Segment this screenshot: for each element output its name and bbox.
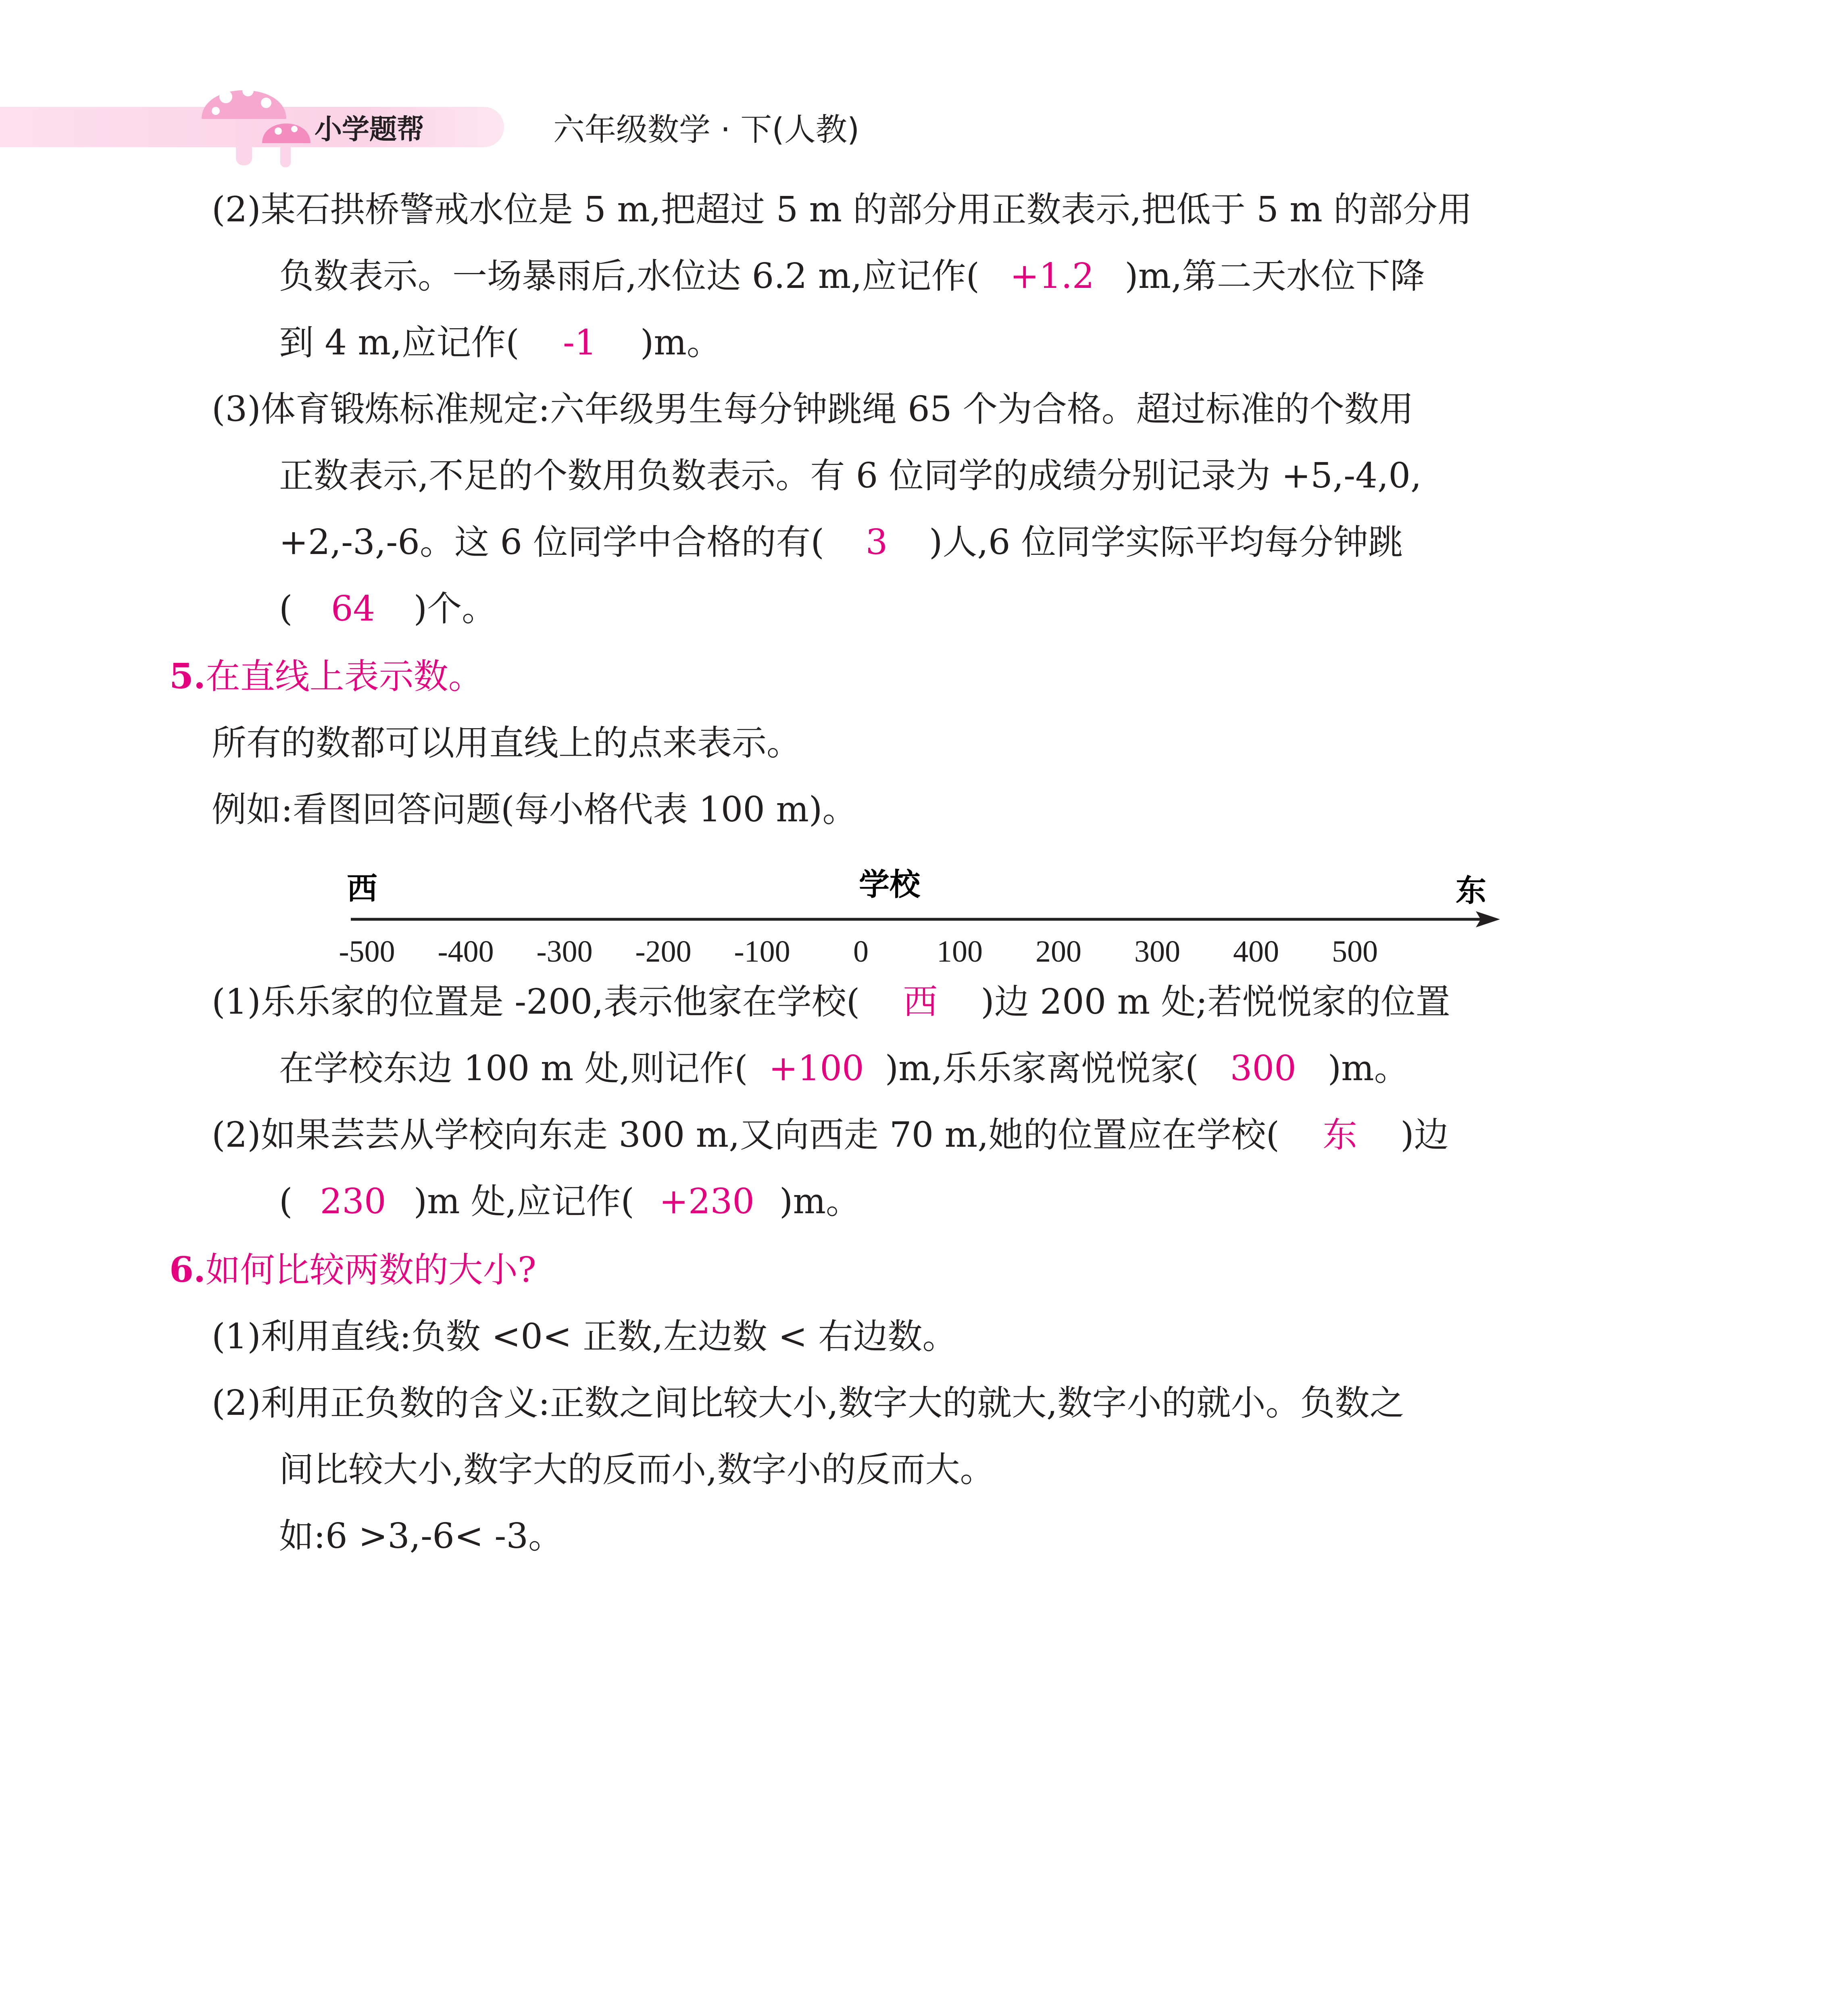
s6-p2-line1 bbox=[212, 1383, 1404, 1423]
s5-p1-line1 bbox=[212, 982, 1450, 1022]
q4-p2-text3a: 到 4 m,应记作( bbox=[279, 323, 519, 363]
q4-p3-text1: 体育锻炼标准规定:六年级男生每分钟跳绳 65 个为合格。超过标准的个数用 bbox=[260, 389, 1414, 429]
s5-p2-text2c: )m。 bbox=[779, 1181, 860, 1222]
answer-s5-p2-2: 230 bbox=[320, 1181, 386, 1222]
s6-p1-label: (1) bbox=[212, 1316, 261, 1357]
tick-label: 400 bbox=[1233, 935, 1279, 968]
section-5-example: 例如:看图回答问题(每小格代表 100 m)。 bbox=[212, 789, 857, 830]
answer-q4-p2-1: +1.2 bbox=[1010, 256, 1094, 296]
s5-p1-text2a: 在学校东边 100 m 处,则记作( bbox=[279, 1048, 748, 1089]
s6-p2-line2: 间比较大小,数字大的反而小,数字小的反而大。 bbox=[279, 1450, 995, 1490]
tick-label: -400 bbox=[438, 935, 494, 968]
s6-p1-line bbox=[212, 1316, 957, 1357]
q4-p2-text3b: )m。 bbox=[640, 323, 721, 363]
q4-p3-line3 bbox=[279, 522, 1403, 562]
answer-q4-p3-1: 3 bbox=[865, 522, 888, 562]
q4-p2-text2a: 负数表示。一场暴雨后,水位达 6.2 m,应记作( bbox=[279, 256, 980, 296]
tick-label: 100 bbox=[937, 935, 983, 968]
answer-q4-p3-2: 64 bbox=[331, 589, 375, 629]
s5-p2-text2b: )m 处,应记作( bbox=[413, 1181, 634, 1222]
number-line-svg bbox=[331, 859, 1500, 972]
answer-s5-p1-3: 300 bbox=[1230, 1048, 1296, 1089]
answer-s5-p1-1: 西 bbox=[903, 982, 938, 1022]
tick-label: 300 bbox=[1134, 935, 1180, 968]
s5-p1-text1a: 乐乐家的位置是 -200,表示他家在学校( bbox=[260, 982, 860, 1022]
answer-s5-p2-1: 东 bbox=[1323, 1115, 1358, 1155]
tick-label: -200 bbox=[635, 935, 692, 968]
section-5-heading bbox=[169, 656, 483, 697]
s6-p2-label: (2) bbox=[212, 1383, 261, 1423]
series-title: 小学题帮 bbox=[315, 113, 425, 146]
q4-p2-text1: 某石拱桥警戒水位是 5 m,把超过 5 m 的部分用正数表示,把低于 5 m 的部分用 bbox=[260, 190, 1472, 230]
tick-label: 0 bbox=[853, 935, 869, 968]
section-6-number: 6. bbox=[169, 1250, 206, 1290]
tick-group bbox=[339, 935, 1378, 968]
section-5-title: 在直线上表示数。 bbox=[205, 656, 483, 697]
q4-p2-label: (2) bbox=[212, 190, 261, 230]
s5-p2-line1 bbox=[212, 1115, 1449, 1155]
s5-p1-text2c: )m。 bbox=[1327, 1048, 1409, 1089]
s5-p2-text1b: )边 bbox=[1400, 1115, 1449, 1155]
s5-p1-text2b: )m,乐乐家离悦悦家( bbox=[885, 1048, 1199, 1089]
s5-p1-label: (1) bbox=[212, 982, 261, 1022]
section-5-number: 5. bbox=[169, 656, 206, 697]
answer-s5-p2-3: +230 bbox=[659, 1181, 754, 1222]
answer-s5-p1-2: +100 bbox=[769, 1048, 864, 1089]
answer-q4-p2-2: -1 bbox=[563, 323, 597, 363]
tick-label: 200 bbox=[1036, 935, 1081, 968]
s6-p1-text: 利用直线:负数 <0< 正数,左边数 < 右边数。 bbox=[260, 1316, 957, 1357]
s5-p2-label: (2) bbox=[212, 1115, 261, 1155]
q4-p2-line2 bbox=[279, 256, 1425, 296]
q4-p3-label: (3) bbox=[212, 389, 261, 429]
q4-p3-line4 bbox=[279, 589, 496, 629]
q4-p3-line2 bbox=[279, 456, 1421, 496]
school-label: 学校 bbox=[859, 866, 920, 902]
section-5-intro: 所有的数都可以用直线上的点来表示。 bbox=[212, 723, 801, 763]
s5-p1-line2 bbox=[279, 1048, 1409, 1089]
q4-p3-line1 bbox=[212, 389, 1414, 429]
section-6-heading bbox=[169, 1250, 536, 1290]
tick-label: -500 bbox=[339, 935, 395, 968]
tick-label: -100 bbox=[734, 935, 790, 968]
s6-p2-line3: 如:6 >3,-6< -3。 bbox=[279, 1516, 563, 1556]
s5-p1-text1b: )边 200 m 处;若悦悦家的位置 bbox=[981, 982, 1450, 1022]
number-line bbox=[331, 859, 1500, 972]
s5-p2-line2 bbox=[279, 1181, 860, 1222]
q4-p2-line1 bbox=[212, 190, 1472, 230]
book-title: 六年级数学 · 下(人教) bbox=[553, 112, 860, 148]
section-6-title: 如何比较两数的大小? bbox=[205, 1250, 536, 1290]
q4-p3-text4a: ( bbox=[279, 589, 293, 629]
s5-p2-text1a: 如果芸芸从学校向东走 300 m,又向西走 70 m,她的位置应在学校( bbox=[260, 1115, 1280, 1155]
tick-label: 500 bbox=[1332, 935, 1378, 968]
q4-p2-text2b: )m,第二天水位下降 bbox=[1125, 256, 1425, 296]
q4-p3-text4b: )个。 bbox=[413, 589, 497, 629]
q4-p3-text2: 正数表示,不足的个数用负数表示。有 6 位同学的成绩分别记录为 +5,-4,0, bbox=[279, 456, 1422, 496]
s5-p2-text2a: ( bbox=[279, 1181, 293, 1222]
tick-label: -300 bbox=[536, 935, 593, 968]
s6-p2-text1: 利用正负数的含义:正数之间比较大小,数字大的就大,数字小的就小。负数之 bbox=[260, 1383, 1404, 1423]
q4-p2-line3 bbox=[279, 323, 721, 363]
mushroom-icon bbox=[198, 65, 319, 177]
q4-p3-text3a: +2,-3,-6。这 6 位同学中合格的有( bbox=[279, 522, 824, 562]
q4-p3-text3b: )人,6 位同学实际平均每分钟跳 bbox=[929, 522, 1403, 562]
west-label: 西 bbox=[347, 871, 377, 906]
east-label: 东 bbox=[1456, 873, 1486, 908]
